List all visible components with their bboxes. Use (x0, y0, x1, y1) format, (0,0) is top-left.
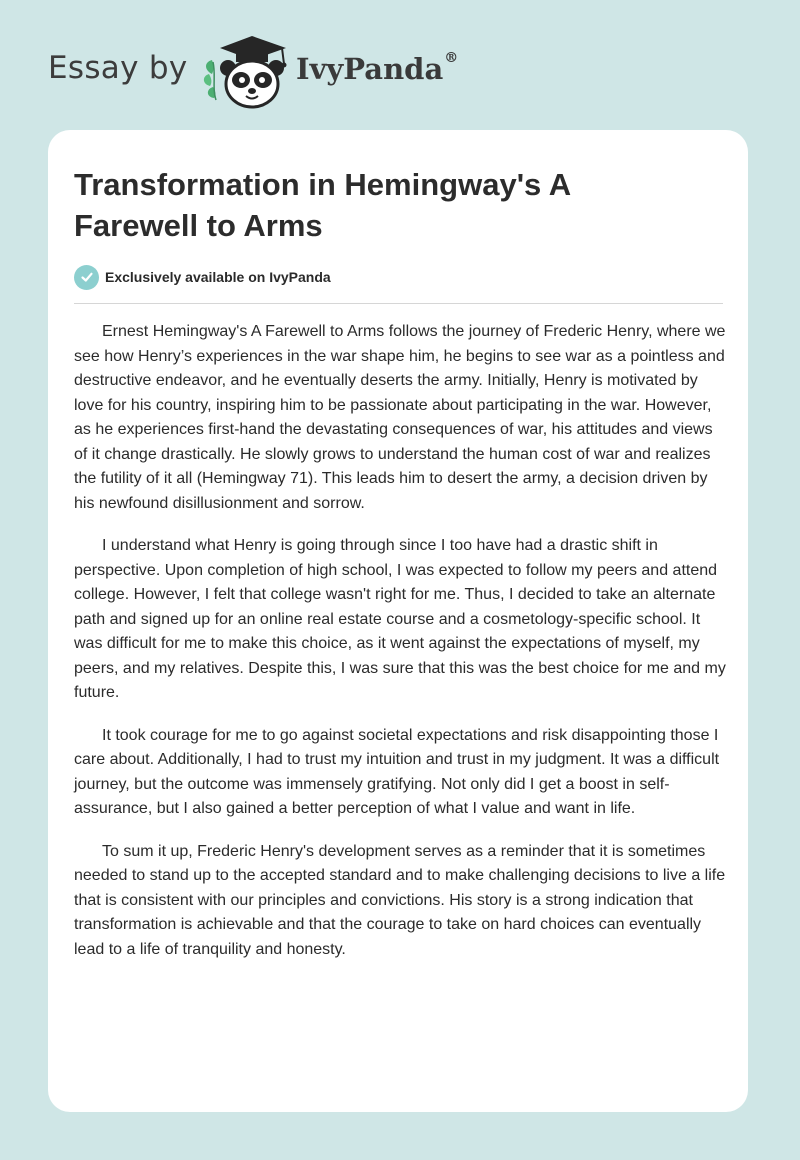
exclusive-badge (74, 264, 331, 290)
exclusive-label: Exclusively available on IvyPanda (105, 269, 331, 285)
check-icon (74, 265, 99, 290)
essay-body (74, 320, 726, 980)
paragraph: Ernest Hemingway's A Farewell to Arms follows the journey of Frederic Henry, where we see how Henry’s experiences in the war shape him, he begins to see war as a pointless and destructive endeavor, and he eventually deserts the army. Initially, Henry is motivated by love for his country, inspiring him to be passionate about participating in the war. However, as he experiences first-hand the devastating consequences of war, his attitudes and views of it change drastically. He slowly grows to understand the human cost of war and realizes the futility of it all (Hemingway 71). This leads him to desert the army, a decision driven by his newfound disillusionment and sorrow. (74, 323, 726, 512)
divider (74, 303, 723, 304)
paragraph: To sum it up, Frederic Henry's development serves as a reminder that it is sometimes needed to stand up to the accepted standard and to make challenging decisions to live a life that is consistent with our principles and convictions. His story is a strong indication that transformation is achievable and that the courage to take on hard choices can eventually lead to a life of tranquility and honesty. (74, 842, 726, 958)
brand-name[interactable]: IvyPanda® (296, 50, 459, 86)
page-title: Transformation in Hemingway's A Farewell to Arms (74, 167, 570, 243)
paragraph: I understand what Henry is going through since I too have had a drastic shift in perspective. Upon completion of high school, I was expected to follow my peers and attend college. However, I felt that college wasn't right for me. Thus, I decided to take an alternate path and signed up for an online real estate course and a cosmetology-specific school. It was difficult for me to make this choice, as it went against the expectations of myself, my peers, and my relatives. Despite this, I was sure that this was the best choice for me and my future. (74, 537, 726, 701)
panda-logo-icon[interactable] (200, 34, 292, 110)
essay-card (48, 130, 748, 1112)
registered-mark: ® (444, 50, 459, 66)
site-header (48, 32, 548, 112)
essay-by-label: Essay by (48, 50, 188, 86)
paragraph: It took courage for me to go against societal expectations and risk disappointing those I care about. Additionally, I had to trust my intuition and trust in my judgment. It was a difficult journey, but the outcome was immensely gratifying. Not only did I get a boost in self-assurance, but I also gained a better perception of what I value and want in life. (74, 726, 720, 817)
